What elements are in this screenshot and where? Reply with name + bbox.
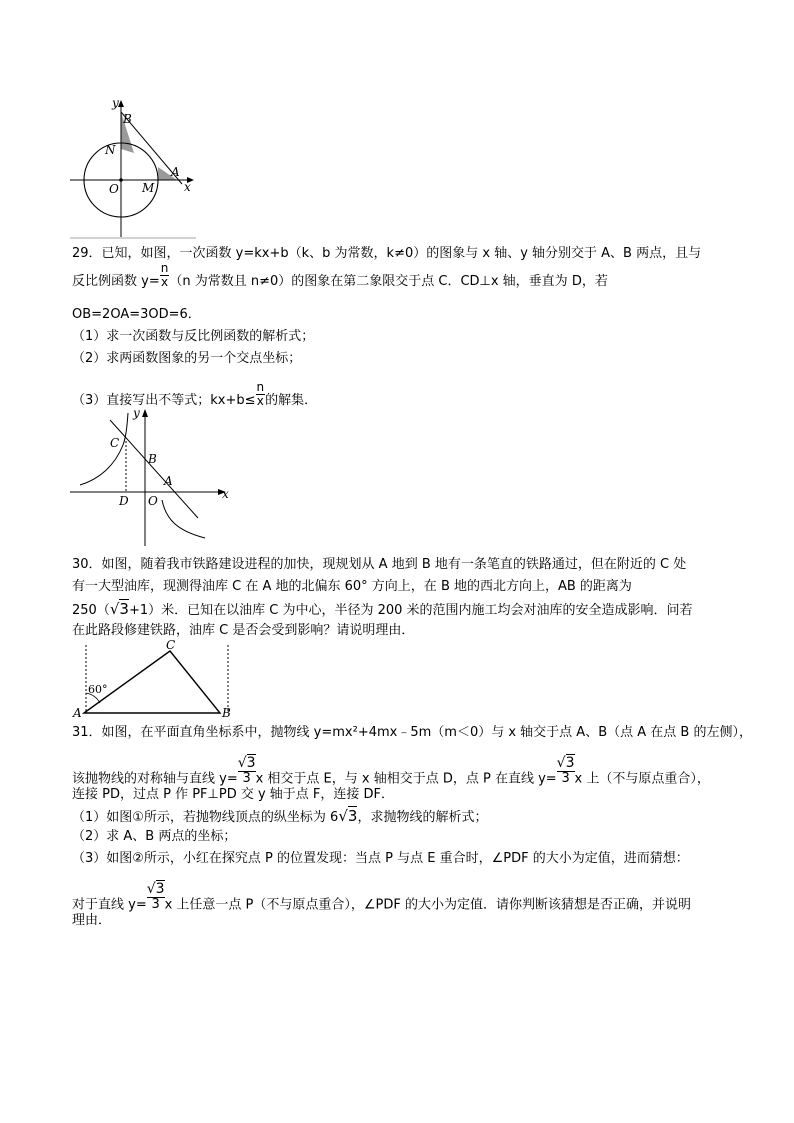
fraction-sqrt3-over-3-c [147, 882, 165, 912]
q30-line2: 有一大型油库，现测得油库 C 在 A 地的北偏东 60° 方向上，在 B 地的西北方向上，AB 的距离为 [72, 579, 632, 594]
q29-sub2: （2）求两函数图象的另一个交点坐标； [72, 351, 302, 366]
figure-hyperbola-line [70, 405, 230, 547]
sqrt-radicand: 3 [155, 881, 165, 897]
sqrt-symbol: √ [338, 807, 348, 825]
label-O: O [148, 494, 158, 508]
label-y: y [112, 97, 119, 110]
label-y: y [133, 406, 140, 420]
q29-line3: OB=2OA=3OD=6． [72, 307, 201, 322]
q31-line2-a: 该抛物线的对称轴与直线 y= [72, 771, 238, 787]
q30-line3-pre: 250（ [72, 603, 110, 618]
q31-sub1 [72, 807, 487, 827]
label-B: B [148, 452, 157, 466]
q29-sub1: （1）求一次函数与反比例函数的解析式； [72, 329, 315, 344]
q31-line1: 31．如图，在平面直角坐标系中，抛物线 y=mx²+4mx﹣5m（m＜0）与 x 轴交于点 A、B（点 A 在点 B 的左侧）， [72, 725, 752, 740]
hyperbola-branch-left [80, 413, 128, 485]
label-A: A [73, 706, 82, 719]
label-B: B [222, 706, 231, 719]
sqrt-radicand: 3 [347, 807, 358, 825]
q31-sub1-pre: （1）如图①所示，若抛物线顶点的纵坐标为 6 [72, 810, 339, 825]
q31-line-end: 理由． [72, 913, 112, 928]
fraction-n-over-x [160, 262, 170, 289]
label-N: N [105, 143, 116, 157]
origin-dot [119, 178, 123, 182]
q29-sub3-post: 的解集． [265, 393, 318, 408]
q31-sub1-post: ，求抛物线的解析式； [357, 810, 488, 825]
frac-den: x [160, 275, 169, 289]
label-O: O [109, 182, 119, 196]
sqrt-radicand: 3 [119, 600, 129, 618]
q29-line2-pre: 反比例函数 y= [72, 274, 160, 289]
q29-line1: 29．已知，如图，一次函数 y=kx+b（k、b 为常数，k≠0）的图象与 x 轴、y 轴分别交于 A、B 两点，且与 [72, 246, 702, 261]
label-A: A [164, 474, 173, 488]
y-axis-arrow [142, 409, 148, 417]
label-D: D [119, 494, 129, 508]
q30-line3-post: +1）米．已知在以油库 C 为中心，半径为 200 米的范围内施工均会对油库的安全造成影响．问若 [128, 603, 693, 618]
label-B: B [123, 112, 132, 126]
fraction-sqrt3-over-3-b [557, 756, 575, 786]
label-angle: 60° [88, 683, 108, 696]
fraction-sqrt3-over-3 [238, 756, 256, 786]
triangle-abc [84, 651, 220, 713]
q31-line2-b: x 相交于点 E，与 x 轴相交于点 D，点 P 在直线 y= [255, 771, 557, 787]
frac-den: 3 [147, 897, 165, 912]
label-M: M [142, 181, 155, 195]
q31-sub3: （3）如图②所示，小红在探究点 P 的位置发现：当点 P 与点 E 重合时，∠PDF 的大小为定值，进而猜想： [72, 851, 689, 866]
q30-line1: 30．如图，随着我市铁路建设进程的加快，现规划从 A 地到 B 地有一条笔直的铁路通过，但在附近的 C 处 [72, 557, 687, 572]
sqrt-radicand: 3 [246, 755, 256, 771]
frac-num: √3 [146, 881, 165, 897]
frac-den: 3 [238, 771, 256, 786]
y-axis-arrow [118, 100, 124, 107]
q31-line-last-a: 对于直线 y= [72, 897, 147, 913]
q30-line4: 在此路段修建铁路，油库 C 是否会受到影响？请说明理由． [72, 623, 415, 638]
q29-line2 [72, 261, 608, 295]
frac-num: √3 [237, 755, 256, 771]
label-A: A [171, 165, 180, 179]
figure-circle-tangent [70, 97, 200, 239]
frac-den: 3 [557, 771, 575, 786]
q31-line2-c: x 上（不与原点重合）， [574, 771, 710, 787]
label-x: x [222, 487, 229, 501]
q31-line3: 连接 PD，过点 P 作 PF⊥PD 交 y 轴于点 F，连接 DF． [72, 787, 395, 802]
q29-sub3-pre: （3）直接写出不等式；kx+b≤ [72, 393, 256, 408]
q31-line-last [72, 881, 691, 920]
sqrt-radicand: 3 [565, 755, 575, 771]
fraction-n-over-x-2 [256, 381, 266, 408]
frac-num: √3 [556, 755, 575, 771]
label-C: C [166, 638, 176, 652]
sqrt-symbol: √ [109, 600, 120, 618]
frac-num: n [160, 261, 169, 275]
q29-line2-post: （n 为常数且 n≠0）的图象在第二象限交于点 C．CD⊥x 轴，垂直为 D，若 [169, 274, 608, 289]
q30-line3 [72, 600, 693, 620]
label-C: C [110, 436, 120, 450]
hyperbola-branch-right [162, 500, 205, 538]
frac2-den: x [256, 394, 264, 408]
figure-triangle-abc [70, 637, 240, 719]
frac2-num: n [256, 380, 265, 394]
q31-line-last-b: x 上任意一点 P（不与原点重合），∠PDF 的大小为定值．请你判断该猜想是否正确，并说明 [164, 897, 691, 913]
q31-sub2: （2）求 A、B 两点的坐标； [72, 829, 237, 844]
label-x: x [184, 180, 191, 194]
